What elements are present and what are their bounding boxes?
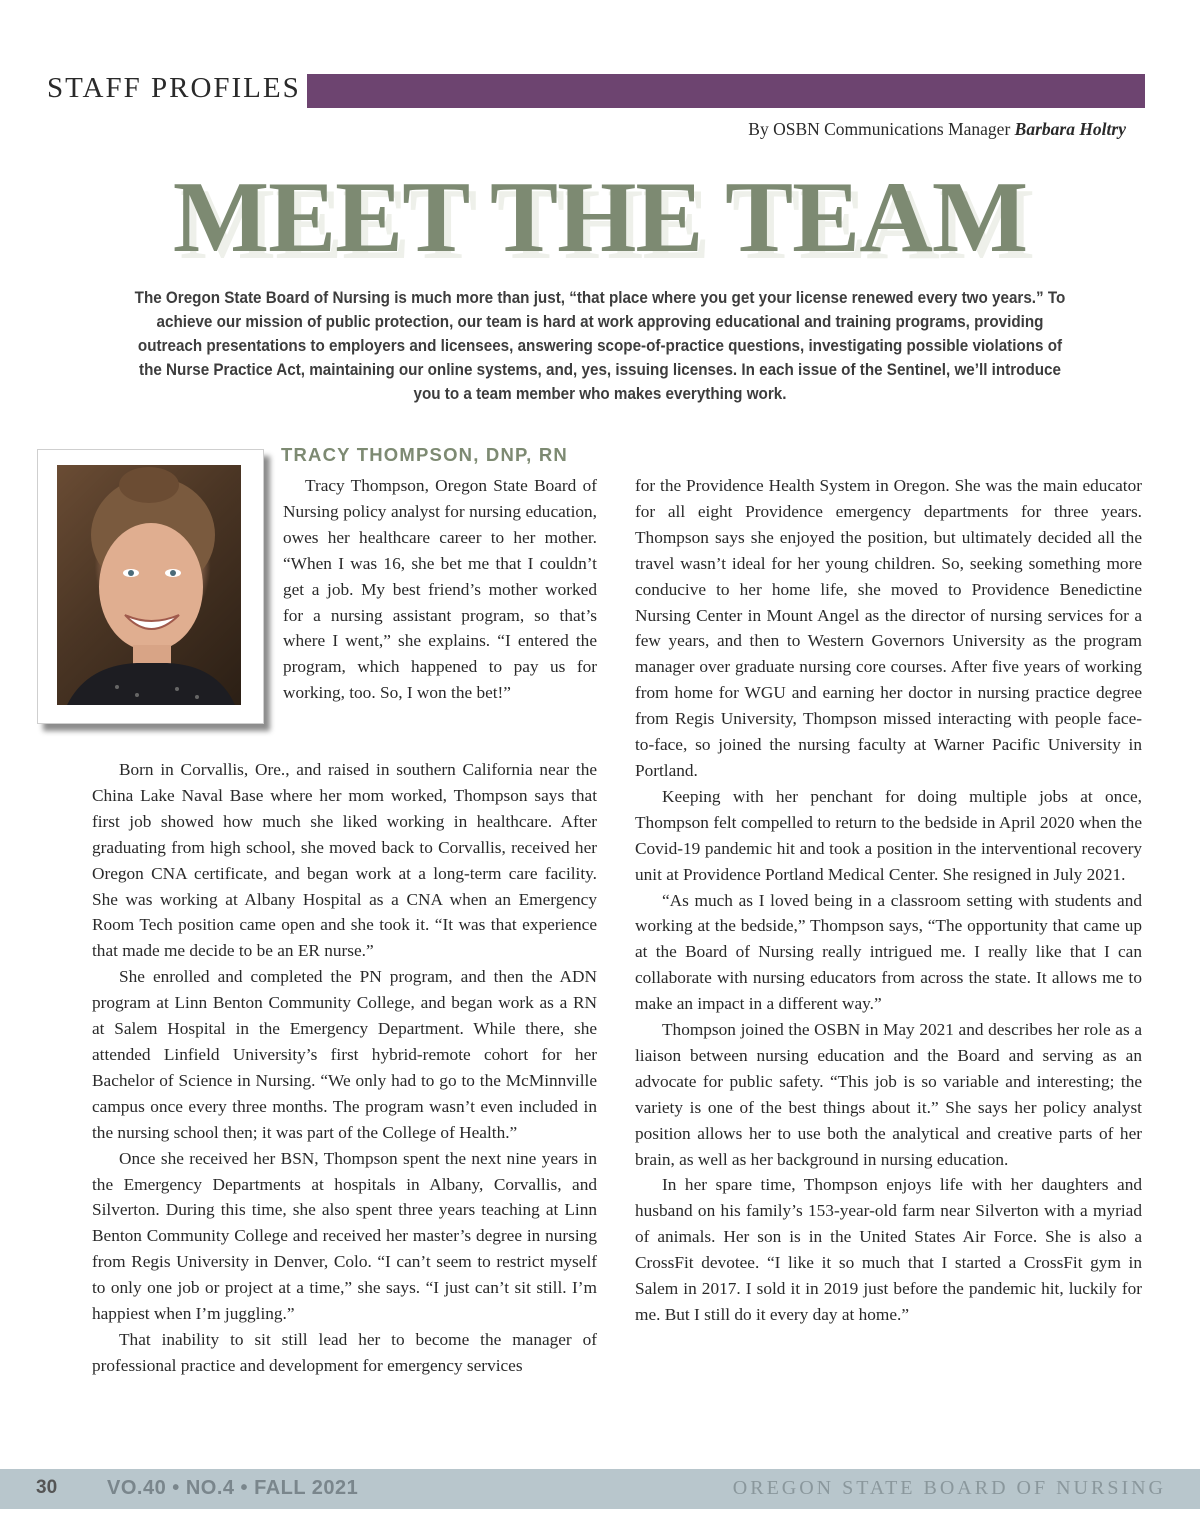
paragraph: In her spare time, Thompson enjoys life with her daughters and husband on his family’s 153-year-old farm near Silverton with a myriad of animals. Her son is in the United States Air Force. She is also a CrossFit devotee. “I like it so much that I started a CrossFit gym in Salem in 2017. I sold it in 2019 just before the pandemic hit, luckily for me. But I still do it every day at home.” bbox=[635, 1175, 1142, 1324]
profile-photo bbox=[57, 465, 241, 705]
page-number: 30 bbox=[36, 1477, 58, 1498]
section-label: STAFF PROFILES bbox=[47, 72, 301, 104]
paragraph: for the Providence Health System in Oregon. She was the main educator for all eight Providence emergency departments for three years. Thompson says she enjoyed the position, but ultimately decided all the travel wasn’t ideal for her young children. So, seeking something more conducive to her home life, she moved to Providence Benedictine Nursing Center in Mount Angel as the director of nursing services for a few years, and then to Western Governors University as the program manager over graduate nursing core courses. After five years of working from home for WGU and earning her doctor in nursing practice degree from Regis University, Thompson missed interacting with people face-to-face, so joined the nursing faculty at Warner Pacific University in Portland. bbox=[635, 476, 1142, 780]
section-bar bbox=[307, 74, 1145, 108]
paragraph: “As much as I loved being in a classroom setting with students and working at the bedside,” Thompson says, “The opportunity that came up at the Board of Nursing really intrigued me. I really like that I can collaborate with nursing educators from across the state. It allows me to make an impact in a different way.” bbox=[635, 890, 1142, 1014]
column-b bbox=[635, 473, 1142, 1328]
intro-paragraph: The Oregon State Board of Nursing is much more than just, “that place where you get your license renewed every two years.” To achieve our mission of public protection, our team is hard at work approving educational and training programs, providing outreach presentations to employers and licensees, answering scope-of-practice questions, investigating possible violations of the Nurse Practice Act, maintaining our online systems, and, yes, issuing licenses. In each issue of the Sentinel, we’ll introduce you to a team member who makes everything work. bbox=[134, 289, 1066, 403]
profile-photo-frame bbox=[37, 449, 264, 724]
paragraph: Once she received her BSN, Thompson spent the next nine years in the Emergency Departments at hospitals in Albany, Corvallis, and Silverton. During this time, she also spent three years teaching at Linn Benton Community College and received her master’s degree in nursing from Regis University in Denver, Colo. “I can’t seem to restrict myself to only one job or project at a time,” she says. “I just can’t sit still. I’m happiest when I’m juggling.” bbox=[92, 1148, 597, 1324]
paragraph: She enrolled and completed the PN program, and then the ADN program at Linn Benton Community College, and began work as a RN at Salem Hospital in the Emergency Department. While there, she attended Linfield University’s first hybrid-remote cohort for her Bachelor of Science in Nursing. “We only had to go to the McMinnville campus once every three months. The program wasn’t even included in the nursing school then; it was part of the College of Health.” bbox=[92, 967, 597, 1142]
byline-author: Barbara Holtry bbox=[1014, 119, 1126, 139]
column-a-bottom bbox=[92, 757, 597, 1379]
byline bbox=[748, 119, 1126, 140]
paragraph: Thompson joined the OSBN in May 2021 and describes her role as a liaison between nursing education and the Board and serving as an advocate for public safety. “This job is so variable and interesting; the variety is one of the best things about it.” She says her policy analyst position allows her to use both the analytical and creative parts of her brain, as well as her background in nursing education. bbox=[635, 1020, 1142, 1169]
paragraph: Born in Corvallis, Ore., and raised in southern California near the China Lake Naval Base where her mom worked, Thompson says that first job showed how much she liked working in healthcare. After graduating from high school, she moved back to Corvallis, received her Oregon CNA certificate, and began work at a long-term care facility. She was working at Albany Hospital as a CNA when an Emergency Room Tech position came open and she took it. “It was that experience that made me decide to be an ER nurse.” bbox=[92, 760, 597, 961]
organization-name: OREGON STATE BOARD OF NURSING bbox=[732, 1477, 1166, 1499]
paragraph: Keeping with her penchant for doing multiple jobs at once, Thompson felt compelled to return to the bedside in April 2020 when the Covid-19 pandemic hit and took a position in the interventional recovery unit at Providence Portland Medical Center. She resigned in July 2021. bbox=[635, 786, 1142, 884]
byline-prefix: By OSBN Communications Manager bbox=[748, 119, 1011, 139]
column-a-top bbox=[283, 473, 597, 706]
issue-label: VO.40 • NO.4 • FALL 2021 bbox=[107, 1477, 359, 1499]
profile-name: TRACY THOMPSON, DNP, RN bbox=[281, 444, 568, 465]
headline: MEET THE TEAM bbox=[172, 161, 1028, 274]
paragraph: That inability to sit still lead her to become the manager of professional practice and development for emergency services bbox=[92, 1329, 597, 1375]
paragraph: Tracy Thompson, Oregon State Board of Nursing policy analyst for nursing education, owes her healthcare career to her mother. “When I was 16, she bet me that I couldn’t get a job. My best friend’s mother worked for a nursing assistant program, so that’s where I went,” she explains. “I entered the program, which happened to pay us for working, too. So, I won the bet!” bbox=[283, 476, 597, 703]
